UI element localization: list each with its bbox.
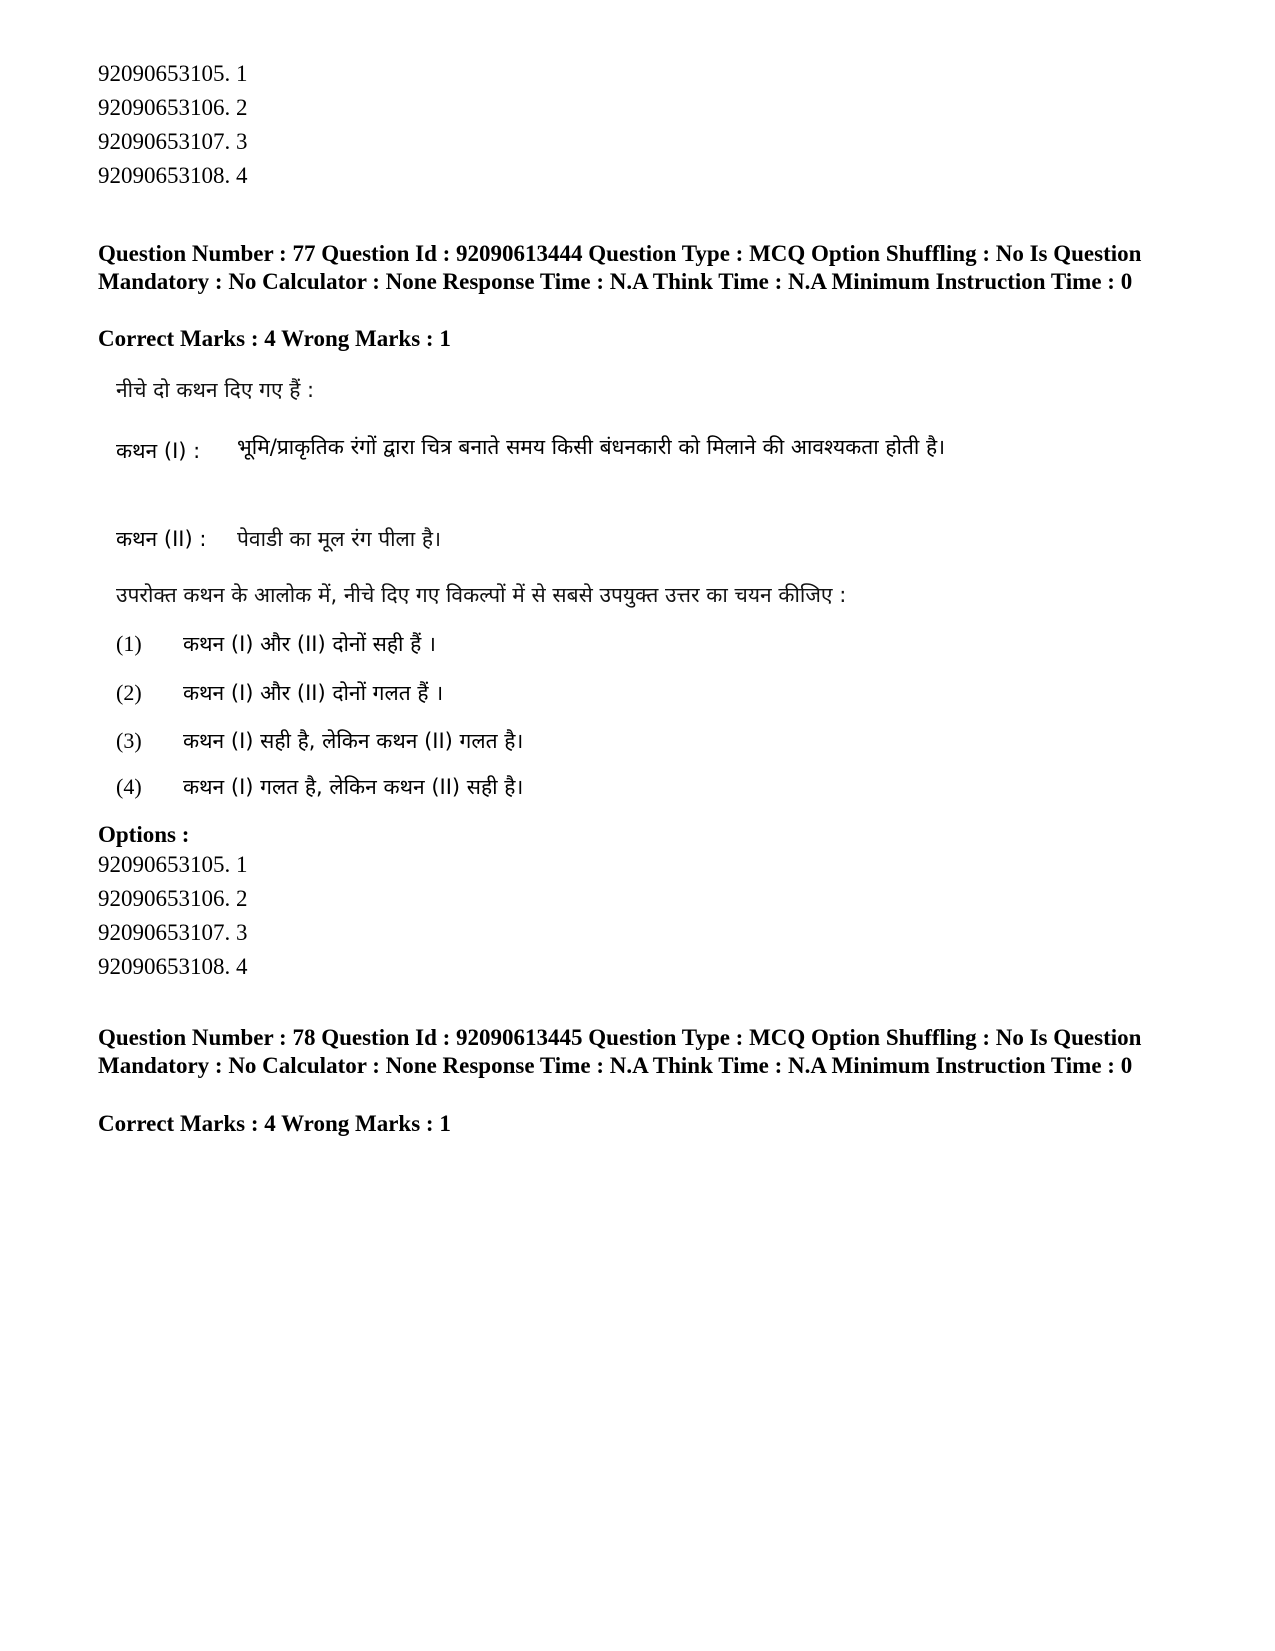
option-line: 92090653105. 1 xyxy=(98,852,248,877)
choice-1-number: (1) xyxy=(116,631,142,656)
choice-4-number: (4) xyxy=(116,774,142,799)
option-line: 92090653107. 3 xyxy=(98,920,248,945)
choice-3-number: (3) xyxy=(116,728,142,753)
question-78-meta: Question Number : 78 Question Id : 92090613445 Question Type : MCQ Option Shuffling : No Is Question Mandatory : No Calculator : None Response Time : N.A Think Time : N.A Minimum Instruction Time : 0 xyxy=(98,1025,1142,1078)
option-line: 92090653105. 1 xyxy=(98,61,248,86)
statement-2-label: कथन (II) : xyxy=(116,527,207,551)
option-line: 92090653106. 2 xyxy=(98,95,248,120)
statement-1-label: कथन (I) : xyxy=(116,439,201,463)
choice-4-text: कथन (I) गलत है, लेकिन कथन (II) सही है। xyxy=(183,775,524,799)
question-77-marks: Correct Marks : 4 Wrong Marks : 1 xyxy=(98,326,451,351)
previous-options-list xyxy=(98,57,248,193)
question-77-instruction: उपरोक्त कथन के आलोक में, नीचे दिए गए विकल्पों में से सबसे उपयुक्त उत्तर का चयन कीजिए : xyxy=(116,583,847,607)
option-line: 92090653106. 2 xyxy=(98,886,248,911)
question-77-options-list xyxy=(98,848,248,984)
option-line: 92090653108. 4 xyxy=(98,954,248,979)
option-line: 92090653107. 3 xyxy=(98,129,248,154)
choice-2-number: (2) xyxy=(116,680,142,705)
option-line: 92090653108. 4 xyxy=(98,163,248,188)
question-77-intro: नीचे दो कथन दिए गए हैं : xyxy=(116,378,315,402)
choice-1-text: कथन (I) और (II) दोनों सही हैं । xyxy=(183,632,436,656)
statement-1-text: भूमि/प्राकृतिक रंगों द्वारा चित्र बनाते समय किसी बंधनकारी को मिलाने की आवश्यकता होती है। xyxy=(237,435,946,459)
options-label: Options : xyxy=(98,822,190,847)
question-78-marks: Correct Marks : 4 Wrong Marks : 1 xyxy=(98,1111,451,1136)
statement-2-text: पेवाडी का मूल रंग पीला है। xyxy=(237,527,442,551)
choice-2-text: कथन (I) और (II) दोनों गलत हैं । xyxy=(183,681,444,705)
choice-3-text: कथन (I) सही है, लेकिन कथन (II) गलत है। xyxy=(183,729,524,753)
question-77-meta: Question Number : 77 Question Id : 92090613444 Question Type : MCQ Option Shuffling : No Is Question Mandatory : No Calculator : None Response Time : N.A Think Time : N.A Minimum Instruction Time : 0 xyxy=(98,241,1142,294)
